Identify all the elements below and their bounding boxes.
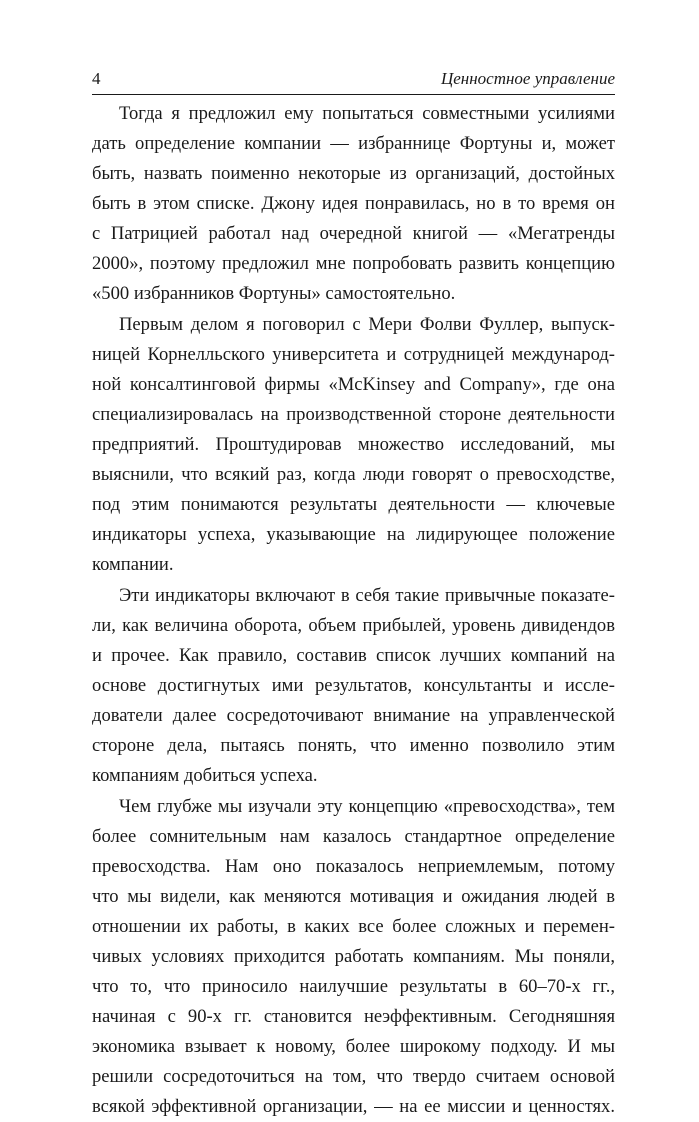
paragraph-2 bbox=[92, 310, 615, 580]
text-line: быть в этом списке. Джону идея понравилась, но в то время он bbox=[92, 193, 615, 214]
text-line: с Патрицией работал над очередной книгой — «Мегатренды bbox=[92, 223, 615, 244]
text-line: предприятий. Проштудировав множество исследований, мы bbox=[92, 434, 615, 455]
text-line: ли, как величина оборота, объем прибылей, уровень дивидендов bbox=[92, 615, 615, 636]
text-line: ной консалтинговой фирмы «McKinsey and Company», где она bbox=[92, 374, 615, 395]
text-line: Первым делом я поговорил с Мери Фолви Фуллер, выпуск- bbox=[119, 314, 615, 335]
text-line: что мы видели, как меняются мотивация и ожидания людей в bbox=[92, 886, 615, 907]
text-line: Чем глубже мы изучали эту концепцию «превосходства», тем bbox=[119, 796, 615, 817]
page-number: 4 bbox=[92, 69, 101, 88]
running-title: Ценностное управление bbox=[440, 69, 615, 88]
text-line: индикаторы успеха, указывающие на лидирующее положение bbox=[92, 524, 615, 545]
header-rule bbox=[92, 94, 615, 95]
text-line: Эти индикаторы включают в себя такие привычные показате- bbox=[119, 585, 615, 606]
text-line: быть, назвать поименно некоторые из организаций, достойных bbox=[92, 163, 615, 184]
text-line: и прочее. Как правило, составив список лучших компаний на bbox=[92, 645, 615, 666]
text-line: отношении их работы, в каких все более сложных и перемен- bbox=[92, 916, 615, 937]
text-line: решили сосредоточиться на том, что твердо считаем основой bbox=[92, 1066, 615, 1087]
text-line: Тогда я предложил ему попытаться совместными усилиями bbox=[119, 103, 615, 124]
text-line: превосходства. Нам оно показалось неприемлемым, потому bbox=[92, 856, 615, 877]
paragraph-3 bbox=[92, 581, 615, 791]
text-line: чивых условиях приходится работать компаниям. Мы поняли, bbox=[92, 946, 615, 967]
text-line: экономика взывает к новому, более широкому подходу. И мы bbox=[92, 1036, 615, 1057]
text-line: под этим понимаются результаты деятельности — ключевые bbox=[92, 494, 615, 515]
paragraph-4 bbox=[92, 792, 615, 1122]
body-text bbox=[92, 99, 615, 1122]
text-line: более сомнительным нам казалось стандартное определение bbox=[92, 826, 615, 847]
text-line: стороне дела, пытаясь понять, что именно позволило этим bbox=[92, 735, 615, 756]
text-line: основе достигнутых ими результатов, консультанты и иссле- bbox=[92, 675, 615, 696]
text-line: «500 избранников Фортуны» самостоятельно. bbox=[92, 283, 456, 304]
text-line: дать определение компании — избраннице Фортуны и, может bbox=[92, 133, 615, 154]
text-line: всякой эффективной организации, — на ее миссии и ценностях. bbox=[92, 1096, 615, 1117]
text-line: что то, что приносило наилучшие результаты в 60–70-х гг., bbox=[92, 976, 615, 997]
text-line: компании. bbox=[92, 554, 174, 575]
paragraph-1 bbox=[92, 99, 615, 309]
text-line: выяснили, что всякий раз, когда люди говорят о превосходстве, bbox=[92, 464, 615, 485]
text-line: начиная с 90-х гг. становится неэффективным. Сегодняшняя bbox=[92, 1006, 615, 1027]
text-line: компаниям добиться успеха. bbox=[92, 765, 318, 786]
text-line: 2000», поэтому предложил мне попробовать развить концепцию bbox=[92, 253, 615, 274]
running-head bbox=[92, 68, 615, 92]
text-line: дователи далее сосредоточивают внимание на управленческой bbox=[92, 705, 615, 726]
text-line: ницей Корнелльского университета и сотрудницей международ- bbox=[92, 344, 615, 365]
text-line: специализировалась на производственной стороне деятельности bbox=[92, 404, 615, 425]
